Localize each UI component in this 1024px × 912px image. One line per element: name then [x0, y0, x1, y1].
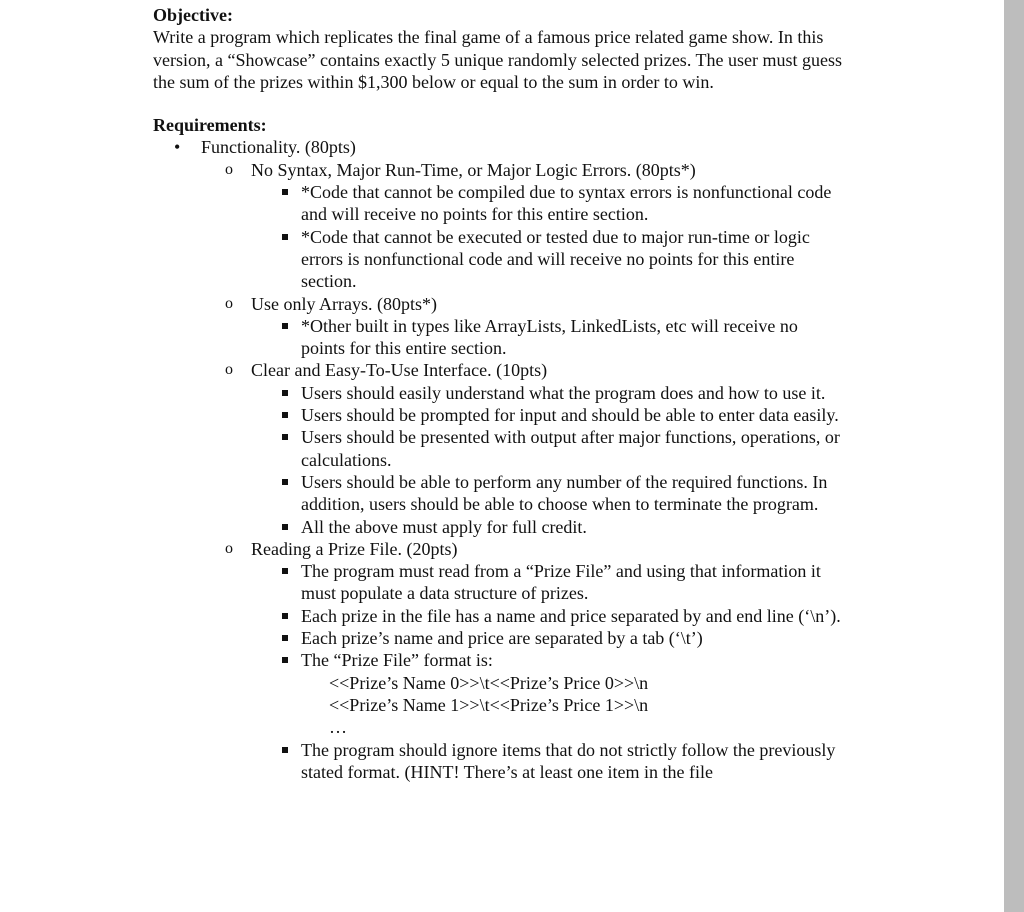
- list-item: Users should easily understand what the program does and how to use it.: [251, 382, 993, 404]
- square-bullet-icon: [282, 524, 288, 530]
- section-items: [251, 560, 993, 783]
- list-item: Users should be presented with output after major functions, operations, or calculations.: [251, 426, 993, 471]
- format-line: <<Prize’s Name 0>>\t<<Prize’s Price 0>>\n: [329, 672, 649, 693]
- square-bullet-icon: [282, 412, 288, 418]
- list-item: All the above must apply for full credit.: [251, 516, 993, 538]
- section-title: Reading a Prize File. (20pts): [251, 538, 458, 559]
- sections-list: [201, 159, 993, 783]
- list-item: The program should ignore items that do not strictly follow the previously stated format. (HINT! There’s at least one item in the file: [251, 739, 993, 784]
- square-bullet-icon: [282, 189, 288, 195]
- section-item: [201, 159, 993, 293]
- format-ellipsis: …: [329, 717, 347, 738]
- list-item: [153, 136, 993, 783]
- square-bullet-icon: [282, 635, 288, 641]
- section-title: No Syntax, Major Run-Time, or Major Logic Errors. (80pts*): [251, 159, 696, 180]
- square-bullet-icon: [282, 234, 288, 240]
- circle-bullet-icon: o: [225, 294, 233, 312]
- section-item: [201, 293, 993, 360]
- section-items: [251, 315, 993, 360]
- list-item: Each prize in the file has a name and price separated by and end line (‘\n’).: [251, 605, 993, 627]
- square-bullet-icon: [282, 323, 288, 329]
- square-bullet-icon: [282, 613, 288, 619]
- square-bullet-icon: [282, 479, 288, 485]
- section-title: Use only Arrays. (80pts*): [251, 293, 437, 314]
- list-item: Users should be able to perform any number of the required functions. In addition, users should be able to choose when to terminate the program.: [251, 471, 993, 516]
- objective-heading: Objective:: [153, 5, 233, 25]
- list-item: Each prize’s name and price are separated by a tab (‘\t’): [251, 627, 993, 649]
- scrollbar[interactable]: [1004, 0, 1024, 912]
- section-item: [201, 538, 993, 783]
- list-item: *Other built in types like ArrayLists, LinkedLists, etc will receive no points for this entire section.: [251, 315, 993, 360]
- bullet-icon: •: [174, 137, 181, 158]
- square-bullet-icon: [282, 657, 288, 663]
- section-items: [251, 382, 993, 538]
- objective-text: Write a program which replicates the final game of a famous price related game show. In this version, a “Showcase” contains exactly 5 unique randomly selected prizes. The user must guess the sum of the prizes within $1,300 below or equal to the sum in order to win.: [153, 27, 842, 92]
- square-bullet-icon: [282, 390, 288, 396]
- square-bullet-icon: [282, 747, 288, 753]
- square-bullet-icon: [282, 568, 288, 574]
- list-item: The program must read from a “Prize File” and using that information it must populate a data structure of prizes.: [251, 560, 993, 605]
- circle-bullet-icon: o: [225, 539, 233, 557]
- requirements-list: [153, 136, 993, 783]
- requirements-heading: Requirements:: [153, 115, 267, 136]
- list-item: *Code that cannot be executed or tested due to major run-time or logic errors is nonfunctional code and will receive no points for this entire section.: [251, 226, 993, 293]
- format-line: <<Prize’s Name 1>>\t<<Prize’s Price 1>>\n: [329, 694, 649, 715]
- functionality-label: Functionality. (80pts): [201, 137, 356, 158]
- circle-bullet-icon: o: [225, 160, 233, 178]
- list-item: *Code that cannot be compiled due to syntax errors is nonfunctional code and will receive no points for this entire section.: [251, 181, 993, 226]
- list-item: The “Prize File” format is: <<Prize’s Name 0>>\t<<Prize’s Price 0>>\n <<Prize’s Name 1>>\t<<Prize’s Price 1>>\n …: [251, 649, 993, 738]
- document-page: [153, 4, 993, 783]
- circle-bullet-icon: o: [225, 361, 233, 379]
- list-item: Users should be prompted for input and should be able to enter data easily.: [251, 404, 993, 426]
- square-bullet-icon: [282, 434, 288, 440]
- section-item: [201, 359, 993, 537]
- section-items: [251, 181, 993, 292]
- section-title: Clear and Easy-To-Use Interface. (10pts): [251, 360, 548, 381]
- prize-file-format: [301, 672, 993, 739]
